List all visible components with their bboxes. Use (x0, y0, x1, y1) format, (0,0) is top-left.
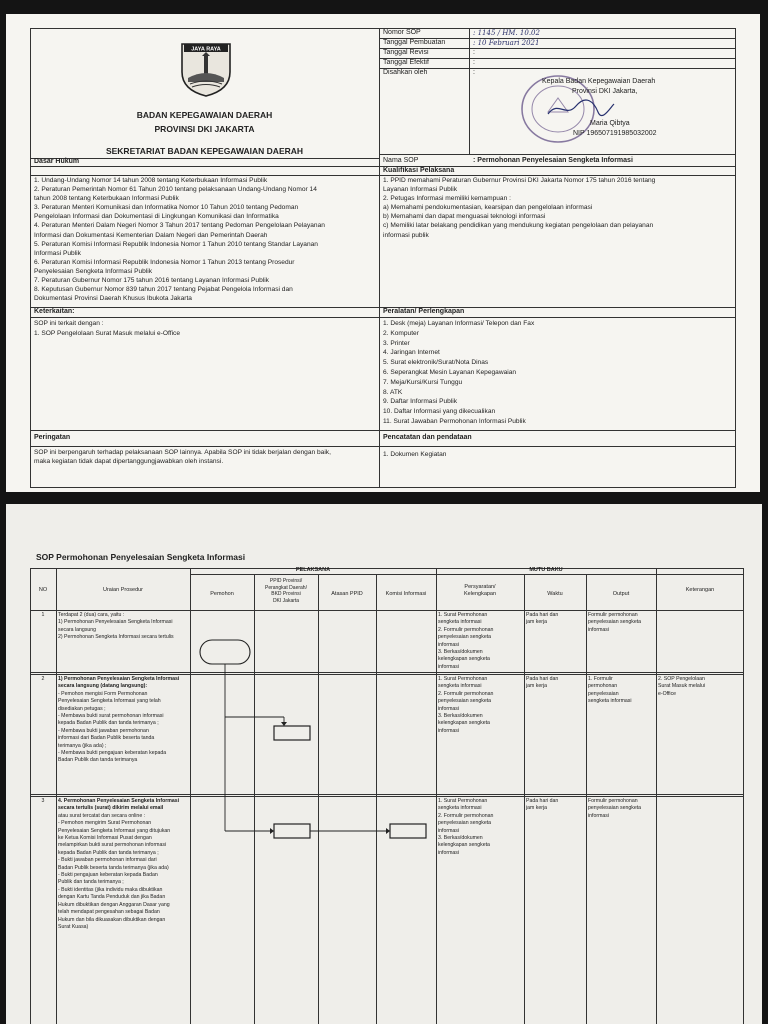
header-waktu: Waktu (547, 591, 563, 597)
meta-value-tanggal-revisi: : (473, 49, 475, 56)
flowchart-diagram (190, 610, 436, 1024)
approval-nip: NIP 196507191985032002 (573, 130, 657, 137)
header-no: NO (38, 587, 48, 593)
cell-line: penyelesaian sengketa (588, 619, 642, 626)
cell-line: Surat Masuk melalui (658, 683, 705, 690)
cell-line: Badan Publik beserta tanda terimanya (jika ada) (58, 864, 169, 871)
list-item: SOP ini terkait dengan : (34, 320, 104, 327)
cell-waktu (526, 676, 586, 691)
header-persyaratan (436, 584, 524, 598)
peringatan-text (34, 448, 331, 466)
emblem-text: JAYA RAYA (191, 46, 221, 53)
header-pelaksana: PELAKSANA (295, 567, 331, 573)
nama-sop-label: Nama SOP (383, 157, 419, 164)
list-item: 2. Komputer (383, 329, 419, 337)
cell-line: Pada hari dan (526, 612, 559, 618)
cell-line: informasi (438, 727, 460, 734)
peralatan-title: Peralatan/ Perlengkapan (383, 308, 465, 315)
list-item: 8. ATK (383, 388, 403, 396)
cell-line: informasi (438, 827, 460, 834)
cell-line: Penyelesaian Sengketa Informasi yang telah (58, 698, 161, 705)
cell-line: sengketa informasi (438, 683, 482, 690)
meta-value-tanggal-efektif: : (473, 59, 475, 66)
header-line: PPID Provinsi/ (269, 578, 303, 584)
list-item: 1. Undang-Undang Nomor 14 tahun 2008 tentang Keterbukaan Informasi Publik (34, 177, 268, 184)
row-number: 1 (41, 612, 45, 618)
list-item: Informasi Publik (34, 249, 81, 257)
cell-line: - Bukti jawaban permohonan informasi dari (58, 857, 157, 864)
list-item: maka kegiatan tidak dapat dipertanggungjawabkan oleh instansi. (34, 458, 224, 465)
sop-cover-sheet (6, 14, 760, 492)
cell-line: Hukum dan bila dikuasakan dibuktikan dengan (58, 916, 166, 923)
cell-no (30, 798, 56, 805)
cell-persyaratan (438, 798, 524, 857)
list-item: Informasi dan Dokumentasi Kementerian Dalam Negeri dan Pemerintah Daerah (34, 231, 268, 239)
list-item: 4. Jaringan Internet (383, 349, 440, 357)
cell-line: kelengkapan sengketa (438, 656, 490, 663)
cell-line: kepada Badan Publik dan tanda terimanya ; (58, 849, 159, 856)
list-item: 7. Peraturan Gubernur Nomor 175 tahun 2016 tentang Layanan Informasi Publik (34, 277, 269, 285)
list-item: 5. Peraturan Komisi Informasi Republik Indonesia Nomor 1 Tahun 2010 tentang Standar Layanan (34, 240, 318, 248)
cell-line: - Membawa bukti jawaban permohonan (58, 727, 149, 734)
approval-title-line2: Provinsi DKI Jakarta, (572, 88, 638, 95)
meta-label-disahkan: Disahkan oleh (383, 69, 428, 76)
row-number: 3 (41, 798, 45, 804)
cell-line: 2. SOP Pengelolaan (658, 676, 705, 682)
row-number: 2 (41, 676, 45, 682)
cell-persyaratan (438, 612, 524, 671)
cell-line: permohonan (588, 683, 618, 690)
cell-line: - Membawa bukti surat permohonan informasi (58, 713, 164, 720)
dasar-hukum-list (34, 176, 325, 303)
cell-uraian (58, 612, 190, 642)
cell-line: Publik dan tanda terimanya ; (58, 879, 124, 886)
header-atasan: Atasan PPID (331, 591, 363, 597)
cell-line: sengketa informasi (438, 619, 482, 626)
cell-line: informasi (438, 663, 460, 670)
list-item: 2. Petugas Informasi memiliki kemampuan : (383, 195, 511, 203)
cell-line: - Membawa bukti pengajuan keberatan kepada (58, 750, 167, 757)
cell-output (588, 676, 656, 706)
cell-line: informasi (588, 626, 610, 633)
start-terminator (200, 640, 250, 664)
cell-line: 2. Formulir permohonan (438, 690, 494, 697)
list-item: 1. PPID memahami Peraturan Gubernur Provinsi DKI Jakarta Nomor 175 tahun 2016 tentang (383, 177, 656, 184)
process-box-ppid-row2 (274, 726, 310, 740)
header-line: Perangkat Daerah/ (265, 584, 307, 591)
meta-label-tanggal-efektif: Tanggal Efektif (383, 59, 429, 66)
cell-uraian (58, 676, 190, 765)
pencatatan-title: Pencatatan dan pendataan (383, 434, 472, 441)
cell-line: Formulir permohonan (588, 612, 638, 618)
cell-output (588, 612, 656, 634)
cell-waktu (526, 798, 586, 813)
list-item: 2. Peraturan Pemerintah Nomor 61 Tahun 2010 tentang pelaksanaan Undang-Undang Nomor 14 (34, 186, 317, 194)
meta-label-nomor: Nomor SOP (383, 29, 421, 36)
approval-name: Maria Qibtya (590, 120, 630, 127)
cell-line: 2) Permohonan Sengketa Informasi secara tertulis (58, 634, 174, 641)
cell-line: penyelesaian sengketa (438, 698, 492, 705)
list-item: 4. Peraturan Menteri Dalam Negeri Nomor 3 Tahun 2017 tentang Pedoman Pengelolaan Pelayanan (34, 222, 325, 230)
cell-line: Formulir permohonan (588, 798, 638, 804)
cell-line: informasi (588, 812, 610, 819)
keterkaitan-title: Keterkaitan: (34, 308, 75, 315)
cell-waktu (526, 612, 586, 627)
list-item: informasi publik (383, 231, 429, 239)
cell-keterangan (658, 676, 744, 698)
cell-line: 3. Berkas/dokumen (438, 835, 483, 842)
cell-line: jam kerja (526, 619, 548, 626)
header-ppid (254, 578, 318, 604)
cell-line: disediakan petugas ; (58, 705, 106, 712)
header-output: Output (612, 591, 630, 597)
meta-label-tanggal-pembuatan: Tanggal Pembuatan (383, 39, 446, 46)
cell-line: Terdapat 2 (dua) cara, yaitu : (58, 612, 125, 618)
keterkaitan-list (34, 319, 180, 338)
list-item: Pengelolaan Informasi dan Dokumentasi di Lingkungan Komunikasi dan Informatika (34, 213, 279, 221)
list-item: 10. Daftar Informasi yang dikecualikan (383, 408, 496, 416)
cell-line: - Pemohon mengisi Form Permohonan (58, 690, 148, 697)
process-box-komisi-row3 (390, 824, 426, 838)
cell-line: - Bukti pengajuan keberatan kepada Badan (58, 872, 158, 879)
pencatatan-list (383, 450, 446, 459)
cell-line: informasi dari Badan Publik beserta tanda (58, 735, 155, 742)
dasar-hukum-title: Dasar Hukum (34, 158, 80, 165)
cell-line: dengan Kartu Tanda Penduduk dan jika Badan (58, 894, 166, 901)
cell-line: jam kerja (526, 683, 548, 690)
list-item: 1. Desk (meja) Layanan Informasi/ Telepon dan Fax (383, 320, 535, 327)
cell-line: Badan Publik dan tanda terimanya (58, 757, 138, 764)
flowchart-title: SOP Permohonan Penyelesaian Sengketa Informasi (36, 552, 246, 562)
cell-line: melampirkan bukti surat permohonan informasi (58, 842, 167, 849)
list-item: Penyelesaian Sengketa Informasi Publik (34, 267, 153, 275)
header-uraian: Uraian Prosedur (102, 587, 144, 593)
cell-line: sengketa informasi (588, 698, 632, 705)
list-item: 6. Peraturan Komisi Informasi Republik Indonesia Nomor 1 Tahun 2013 tentang Prosedur (34, 258, 295, 266)
cell-line: 1) Permohonan Penyelesaian Sengketa Informasi (58, 619, 173, 626)
meta-value-disahkan: : (473, 69, 475, 76)
cell-line: secara langsung (58, 626, 97, 633)
sop-flowchart-sheet (6, 504, 762, 1024)
cell-line: Penyelesaian Sengketa Informasi yang ditujukan (58, 827, 171, 834)
cell-line: kelengkapan sengketa (438, 842, 490, 849)
cell-line: Pada hari dan (526, 676, 559, 682)
list-item: c) Memiliki latar belakang pendidikan yang mendukung kegiatan pengelolaan dan pelayanan (383, 222, 654, 230)
list-item: 7. Meja/Kursi/Kursi Tunggu (383, 378, 463, 386)
cell-line: Surat Kuasa) (58, 923, 89, 930)
cell-line: 1. Surat Permohonan (438, 612, 488, 618)
cell-line: penyelesaian (588, 690, 619, 697)
list-item: Layanan Informasi Publik (383, 186, 458, 194)
cell-line: sengketa informasi (438, 805, 482, 812)
cell-line: secara tertulis (surat) dikirim melalui email (58, 805, 164, 812)
list-item: 3. Peraturan Menteri Komunikasi dan Informatika Nomor 10 Tahun 2010 tentang Pedoman (34, 204, 299, 212)
cell-persyaratan (438, 676, 524, 735)
signature-icon (546, 98, 616, 120)
cell-line: Hukum dibuktikan dengan Anggaran Dasar yang (58, 901, 170, 908)
cell-line: ke Ketua Komisi Informasi Pusat dengan (58, 835, 152, 842)
list-item: 8. Keputusan Gubernur Nomor 839 tahun 2017 tentang Pejabat Pengelola Informasi dan (34, 286, 293, 294)
peringatan-title: Peringatan (34, 434, 71, 441)
cell-no (30, 676, 56, 683)
list-item: Dokumentasi Provinsi Daerah Khusus Ibukota Jakarta (34, 295, 192, 303)
cell-line: informasi (438, 849, 460, 856)
cell-output (588, 798, 656, 820)
cell-line: Pada hari dan (526, 798, 559, 804)
list-item: 5. Surat elektronik/Surat/Nota Dinas (383, 359, 489, 367)
list-item: 1. SOP Pengelolaan Surat Masuk melalui e-Office (34, 329, 180, 337)
process-box-ppid-row3 (274, 824, 310, 838)
list-item: tahun 2008 tentang Keterbukaan Informasi Publik (34, 195, 179, 203)
list-item: 11. Surat Jawaban Permohonan Informasi Publik (383, 417, 526, 425)
cell-line: - Pemohon mengirim Surat Permohonan (58, 820, 152, 827)
cell-line: 3. Berkas/dokumen (438, 713, 483, 720)
header-keterangan: Keterangan (685, 587, 715, 593)
cell-line: jam kerja (526, 805, 548, 812)
cell-line: penyelesaian sengketa (588, 805, 642, 812)
cell-line: secara langsung (datang langsung): (58, 683, 148, 690)
approval-title-line1: Kepala Badan Kepegawaian Daerah (542, 78, 656, 85)
nama-sop-value: : Permohonan Penyelesaian Sengketa Informasi (473, 157, 633, 164)
kualifikasi-list (383, 176, 655, 240)
list-item: a) Memahami pendokumentasian, kearsipan dan pengelolaan informasi (383, 204, 593, 212)
header-line: DKI Jakarta (272, 597, 300, 604)
meta-value-tanggal-pembuatan: : 10 Februari 2021 (473, 39, 540, 47)
cell-line: penyelesaian sengketa (438, 634, 492, 641)
cell-line: informasi (438, 705, 460, 712)
cell-line: e-Office (658, 690, 677, 697)
cell-line: 2. Formulir permohonan (438, 812, 494, 819)
list-item: 1. Dokumen Kegiatan (383, 451, 447, 458)
cell-line: terimanya (jika ada) ; (58, 742, 107, 749)
cell-line: atau surat tercatat dan secara online : (58, 812, 146, 819)
cell-line: 1. Surat Permohonan (438, 798, 488, 804)
org-name-line1: BADAN KEPEGAWAIAN DAERAH (136, 110, 273, 120)
org-name-line3: SEKRETARIAT BADAN KEPEGAWAIAN DAERAH (105, 146, 304, 156)
header-komisi: Komisi Informasi (385, 591, 427, 597)
cell-line: 2. Formulir permohonan (438, 626, 494, 633)
kualifikasi-title: Kualifikasi Pelaksana (383, 167, 455, 174)
cell-no (30, 612, 56, 619)
cell-line: 1. Formulir (588, 676, 613, 682)
header-line: BKD Provinsi (271, 591, 301, 598)
meta-label-tanggal-revisi: Tanggal Revisi (383, 49, 429, 56)
list-item: 3. Printer (383, 339, 410, 347)
cell-line: kepada Badan Publik dan tanda terimanya ; (58, 720, 159, 727)
cell-line: informasi (438, 641, 460, 648)
peralatan-list (383, 319, 534, 427)
cell-line: penyelesaian sengketa (438, 820, 492, 827)
list-item: 9. Daftar Informasi Publik (383, 398, 458, 406)
header-line: Persyaratan/ (464, 584, 496, 590)
org-name-line2: PROVINSI DKI JAKARTA (154, 124, 255, 134)
cell-line: 1) Permohonan Penyelesaian Sengketa Informasi (58, 676, 180, 682)
list-item: 6. Seperangkat Mesin Layanan Kepegawaian (383, 368, 517, 376)
cell-line: 4. Permohonan Penyelesaian Sengketa Informasi (58, 798, 180, 804)
header-line: Kelengkapan (463, 591, 497, 597)
jakarta-emblem-icon (178, 38, 234, 98)
header-mutu-baku: MUTU BAKU (529, 567, 563, 573)
header-pemohon: Pemohon (210, 591, 234, 597)
cell-uraian (58, 798, 190, 931)
cell-line: 3. Berkas/dokumen (438, 649, 483, 656)
cell-line: telah mendapat pengesahan sebagai Badan (58, 909, 160, 916)
list-item: SOP ini berpengaruh terhadap pelaksanaan SOP lainnya. Apabila SOP ini tidak berjalan dengan baik, (34, 449, 331, 456)
cell-line: - Bukti identitas (jika individu maka dibuktikan (58, 886, 163, 893)
cell-line: kelengkapan sengketa (438, 720, 490, 727)
list-item: b) Memahami dan dapat menguasai teknologi informasi (383, 213, 546, 221)
meta-value-nomor: : 1145 / HM. 10.02 (473, 29, 540, 37)
cell-line: 1. Surat Permohonan (438, 676, 488, 682)
